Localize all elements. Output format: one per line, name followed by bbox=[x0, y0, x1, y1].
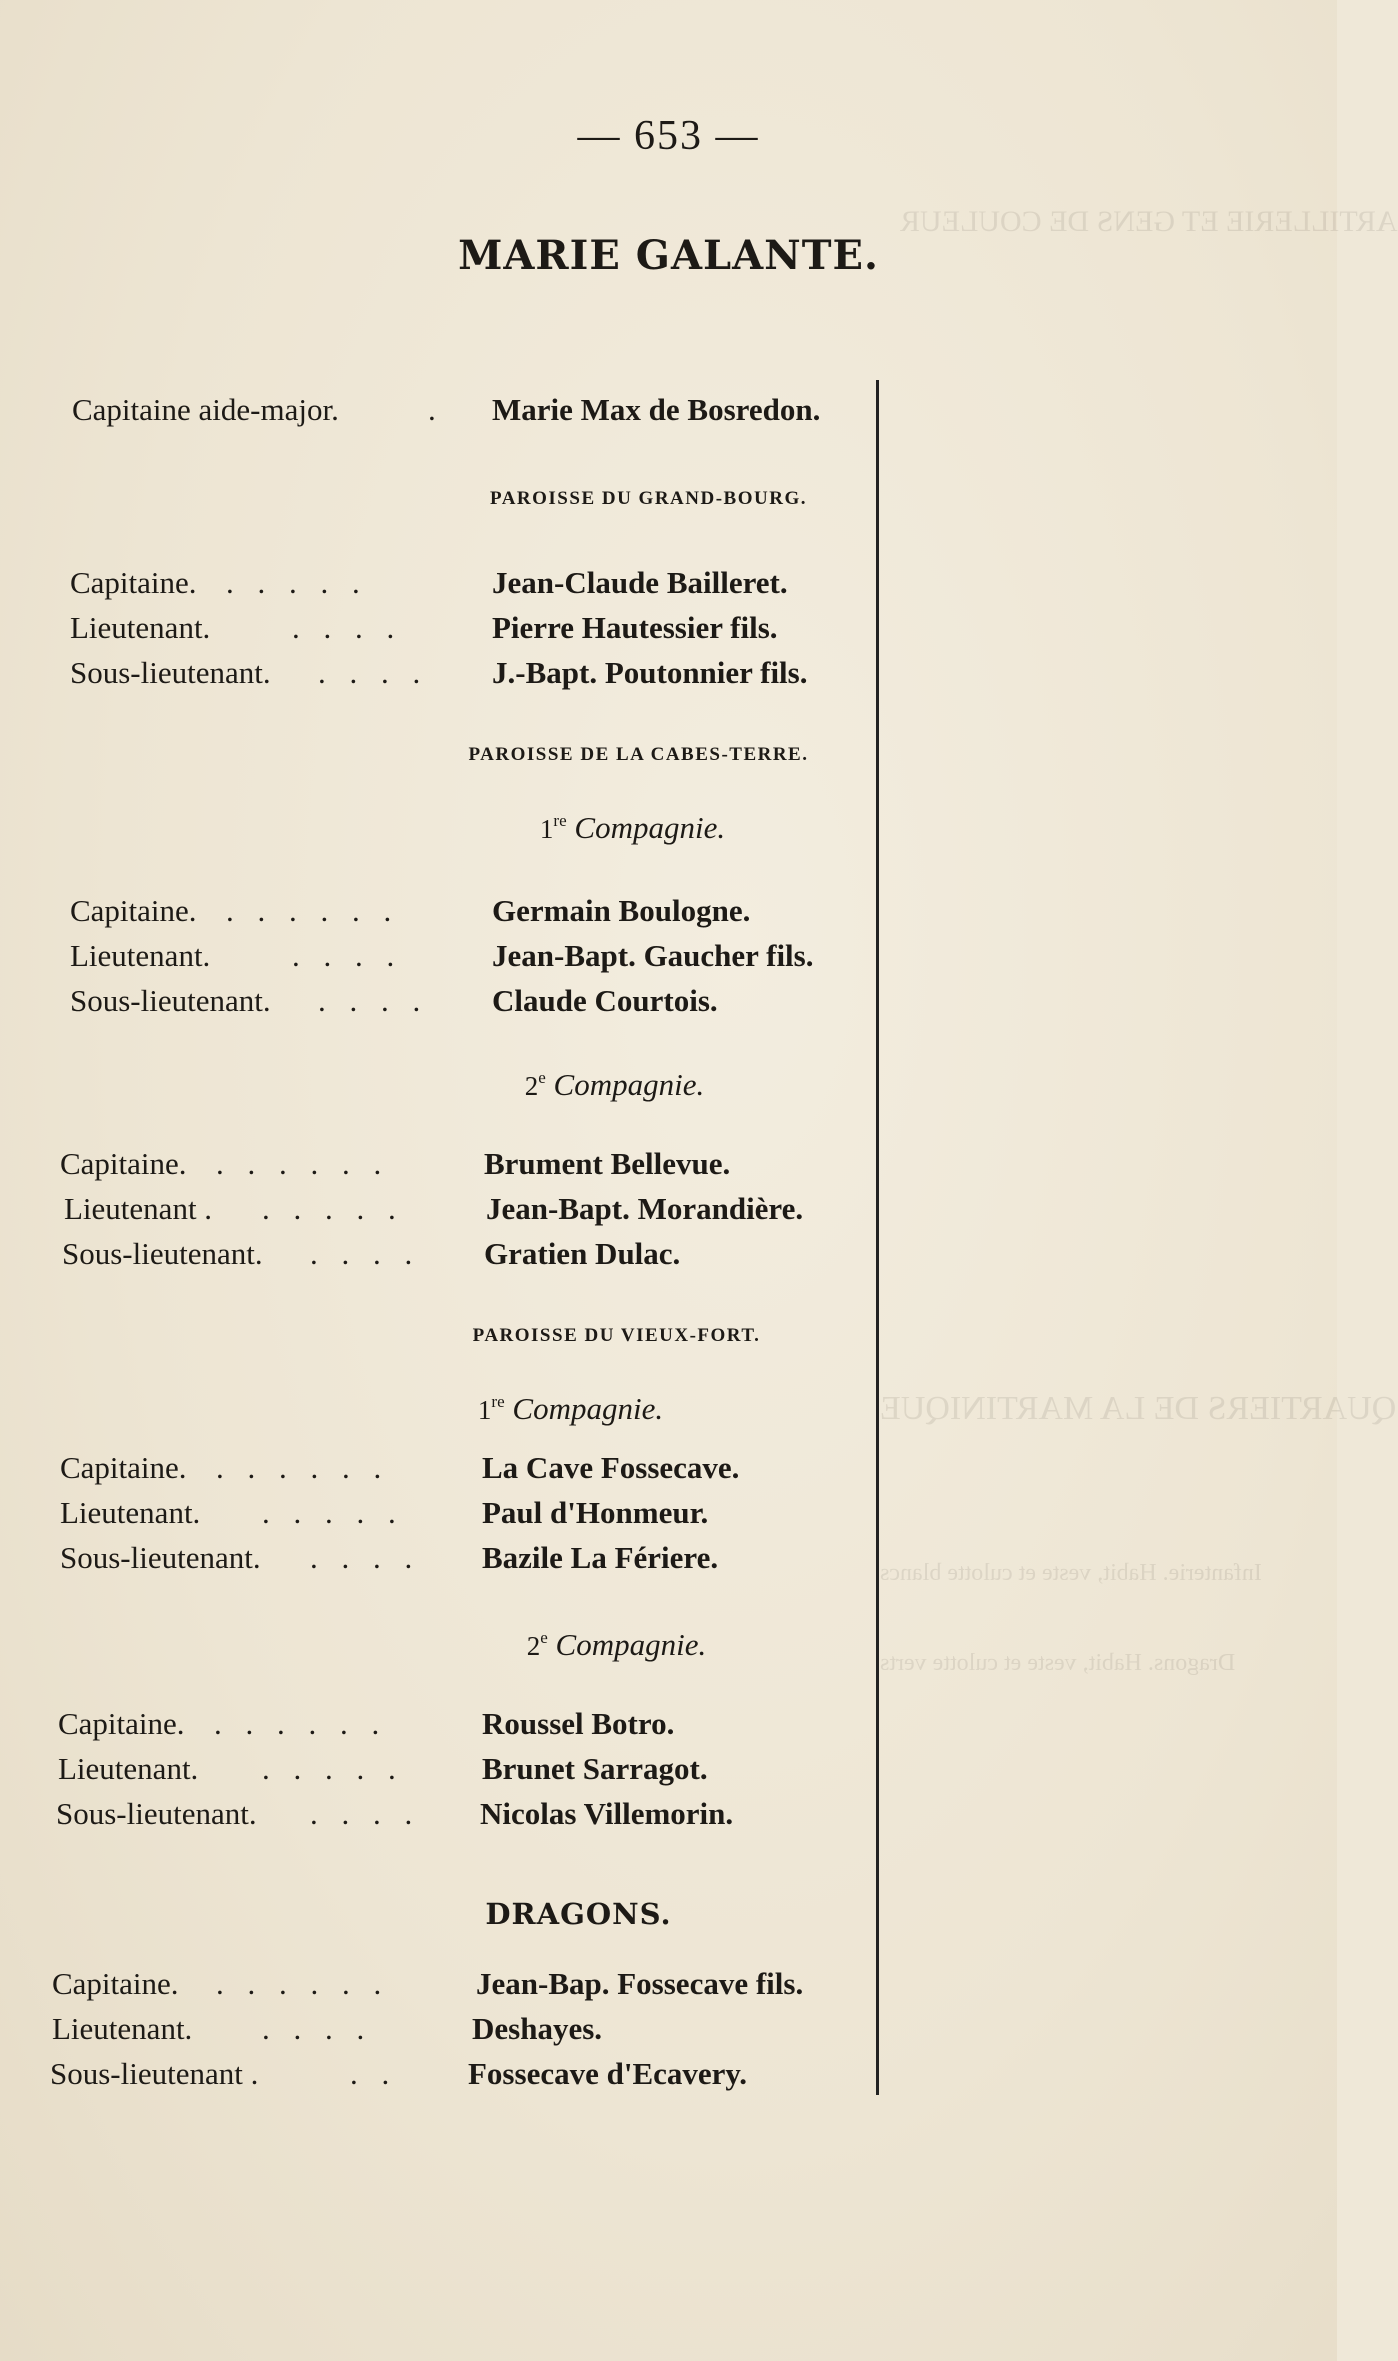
page-title: MARIE GALANTE. bbox=[458, 232, 879, 279]
leader-dots: . . . . bbox=[318, 983, 429, 1018]
company-heading bbox=[0, 1067, 1283, 1103]
section-heading-vieux-fort: PAROISSE DU VIEUX-FORT. bbox=[472, 1325, 761, 1346]
role-label: Capitaine aide-major. bbox=[72, 392, 339, 427]
officer-row bbox=[0, 1450, 1337, 1490]
officer-row bbox=[0, 1191, 1337, 1231]
section-heading-grand-bourg: PAROISSE DU GRAND-BOURG. bbox=[490, 488, 807, 509]
officer-name: Bazile La Fériere. bbox=[482, 1540, 719, 1575]
officer-name: Jean-Claude Bailleret. bbox=[492, 565, 788, 600]
role-label: Lieutenant. bbox=[60, 1495, 201, 1530]
company-heading bbox=[0, 1627, 1285, 1663]
section-heading-cabes-terre: PAROISSE DE LA CABES-TERRE. bbox=[468, 744, 809, 765]
officer-row bbox=[0, 1236, 1337, 1276]
role-label: Lieutenant. bbox=[58, 1751, 199, 1786]
officer-row bbox=[0, 2011, 1337, 2051]
company-word: Compagnie. bbox=[553, 1067, 705, 1102]
company-number: 1 bbox=[477, 1395, 492, 1425]
role-label: Sous-lieutenant. bbox=[60, 1540, 261, 1575]
leader-dots: . . . . bbox=[310, 1796, 421, 1831]
role-label: Sous-lieutenant. bbox=[62, 1236, 263, 1271]
leader-dots: . . . . . . bbox=[216, 1966, 390, 2001]
officer-name: J.-Bapt. Poutonnier fils. bbox=[492, 655, 808, 690]
role-label: Lieutenant. bbox=[52, 2011, 193, 2046]
officer-name: Marie Max de Bosredon. bbox=[492, 392, 821, 427]
aide-major-row bbox=[0, 392, 1337, 432]
leader-dots: . . . . . . bbox=[226, 893, 400, 928]
role-label: Sous-lieutenant. bbox=[56, 1796, 257, 1831]
officer-row bbox=[0, 1751, 1337, 1791]
role-label: Capitaine. bbox=[70, 565, 197, 600]
officer-row bbox=[0, 1495, 1337, 1535]
officer-name: Brument Bellevue. bbox=[484, 1146, 731, 1181]
officer-name: Nicolas Villemorin. bbox=[480, 1796, 734, 1831]
officer-name: Claude Courtois. bbox=[492, 983, 718, 1018]
company-number: 2 bbox=[526, 1631, 541, 1661]
officer-row bbox=[0, 1146, 1337, 1186]
company-suffix: re bbox=[553, 811, 567, 830]
company-word: Compagnie. bbox=[574, 810, 726, 845]
officer-row bbox=[0, 983, 1337, 1023]
leader-dots: . . . . . . bbox=[216, 1450, 390, 1485]
role-label: Lieutenant. bbox=[70, 938, 211, 973]
officer-row bbox=[0, 655, 1337, 695]
officer-name: Pierre Hautessier fils. bbox=[492, 610, 778, 645]
leader-dots: . . . . bbox=[318, 655, 429, 690]
leader-dots: . . . . bbox=[310, 1540, 421, 1575]
officer-name: La Cave Fossecave. bbox=[482, 1450, 740, 1485]
company-suffix: re bbox=[491, 1392, 505, 1411]
role-label: Capitaine. bbox=[60, 1450, 187, 1485]
company-suffix: e bbox=[540, 1628, 548, 1647]
officer-row bbox=[0, 565, 1337, 605]
leader-dots: . . . . bbox=[310, 1236, 421, 1271]
company-suffix: e bbox=[538, 1068, 546, 1087]
role-label: Capitaine. bbox=[70, 893, 197, 928]
book-page: ARTILLERIE ET GENS DE COULEUR QUARTIERS DE LA MARTINIQUE Infanterie. Habit, veste et culotte blancs Dragons. Habit, veste et culotte verts — 653 — MARIE GALANTE. Capitaine aide-major. . Marie Max de Bosredon. PAROISSE DU GRAND-BOURG. Capitaine. . . . . . Jean-Claude Bailleret. Lieutenant. . . . . Pierre Hautessier fils. Sous-lieutenant. . . . . J.-Bapt. Poutonnier fils. PAROISSE DE LA CABES-TERRE. 1re Compagnie. Capitaine. . . . . . . Germain Boulogne. Lieutenant. . . . . Jean-Bapt. Gaucher fils. Sous-lieutenant. . . . . Claude Courtois. 2e Compagnie. Capitaine. . . . . . . Brument Bellevue. Lieutenant . . . . . . Jean-Bapt. Morandière. Sous-lieutenant. . . . . Gratien Dulac. PAROISSE DU VIEUX-FORT. 1re Compagnie. Capitaine. . . . . . . La Cave Fossecave. Lieutenant. . . . . . Paul d'Honmeur. Sous-lieutenant. . . . . Bazile La Fériere. 2e Compagnie. Capitaine. . . . . . . Roussel Botro. Lieutenant. . . . . . Brunet Sarragot. Sous-lieutenant. . . . . Nicolas Villemorin. DRAGONS. Capitaine. . . . . . . Jean-Bap. Fossecave fils. Lieutenant. . . . . Deshayes. Sous-lieutenant . . . Fossecave d'Ecavery. bbox=[0, 0, 1337, 2361]
leader-dots: . . . . . bbox=[262, 1495, 404, 1530]
officer-row bbox=[0, 610, 1337, 650]
leader-dots: . . . . . bbox=[262, 1751, 404, 1786]
role-label: Capitaine. bbox=[60, 1146, 187, 1181]
leader-dots: . bbox=[428, 392, 444, 427]
section-heading-dragons: DRAGONS. bbox=[485, 1897, 672, 1931]
role-label: Lieutenant . bbox=[64, 1191, 213, 1226]
leader-dots: . . . . bbox=[292, 938, 403, 973]
officer-name: Gratien Dulac. bbox=[484, 1236, 681, 1271]
officer-name: Roussel Botro. bbox=[482, 1706, 675, 1741]
officer-name: Fossecave d'Ecavery. bbox=[468, 2056, 747, 2091]
leader-dots: . . . . . bbox=[262, 1191, 404, 1226]
role-label: Sous-lieutenant. bbox=[70, 655, 271, 690]
company-number: 2 bbox=[524, 1071, 539, 1101]
company-heading bbox=[0, 810, 1301, 846]
officer-name: Jean-Bapt. Morandière. bbox=[486, 1191, 804, 1226]
officer-row bbox=[0, 1540, 1337, 1580]
officer-name: Brunet Sarragot. bbox=[482, 1751, 708, 1786]
company-word: Compagnie. bbox=[555, 1627, 707, 1662]
leader-dots: . . . . bbox=[262, 2011, 373, 2046]
company-number: 1 bbox=[539, 814, 554, 844]
officer-name: Paul d'Honmeur. bbox=[482, 1495, 709, 1530]
role-label: Sous-lieutenant. bbox=[70, 983, 271, 1018]
role-label: Sous-lieutenant . bbox=[50, 2056, 259, 2091]
officer-row bbox=[0, 1706, 1337, 1746]
leader-dots: . . . . bbox=[292, 610, 403, 645]
officer-name: Germain Boulogne. bbox=[492, 893, 751, 928]
officer-row bbox=[0, 1966, 1337, 2006]
company-word: Compagnie. bbox=[512, 1391, 664, 1426]
leader-dots: . . bbox=[350, 2056, 398, 2091]
officer-row bbox=[0, 1796, 1337, 1836]
leader-dots: . . . . . . bbox=[214, 1706, 388, 1741]
officer-row bbox=[0, 938, 1337, 978]
page-number: — 653 — bbox=[577, 113, 760, 159]
company-heading bbox=[0, 1391, 1239, 1427]
role-label: Lieutenant. bbox=[70, 610, 211, 645]
officer-row bbox=[0, 2056, 1337, 2096]
officer-name: Jean-Bapt. Gaucher fils. bbox=[492, 938, 814, 973]
officer-name: Jean-Bap. Fossecave fils. bbox=[476, 1966, 804, 2001]
role-label: Capitaine. bbox=[52, 1966, 179, 2001]
officer-name: Deshayes. bbox=[472, 2011, 603, 2046]
role-label: Capitaine. bbox=[58, 1706, 185, 1741]
leader-dots: . . . . . bbox=[226, 565, 368, 600]
leader-dots: . . . . . . bbox=[216, 1146, 390, 1181]
officer-row bbox=[0, 893, 1337, 933]
